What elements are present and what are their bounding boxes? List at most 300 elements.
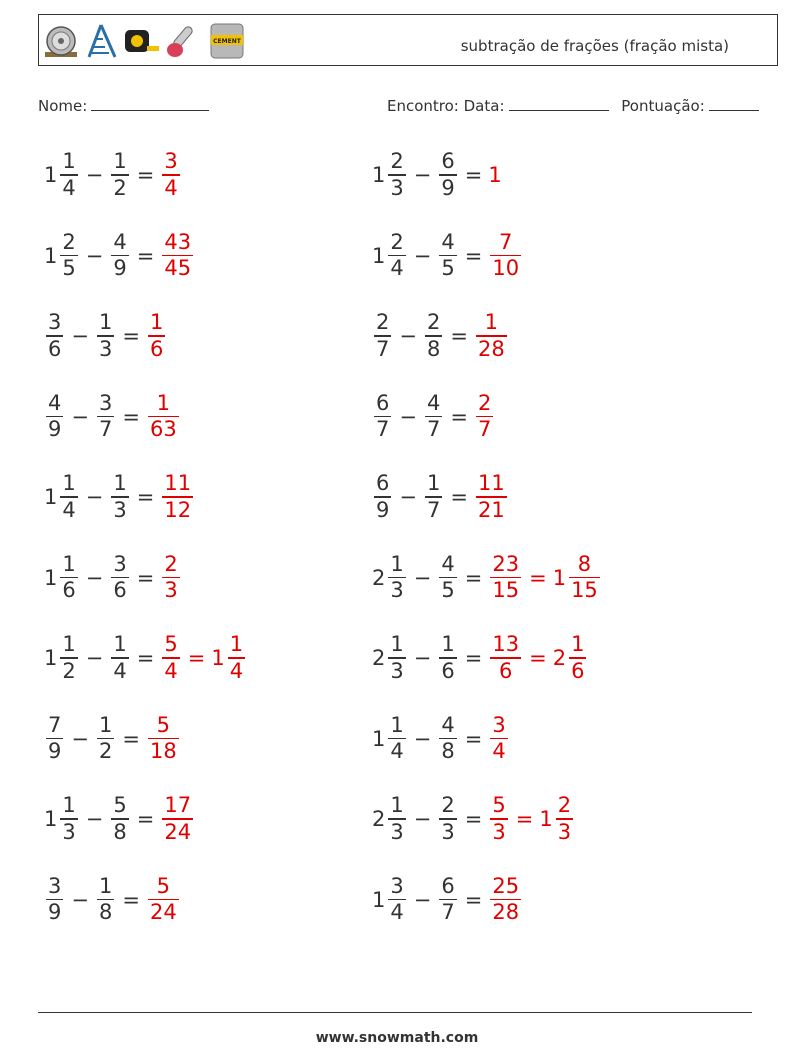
name-blank[interactable] [91,96,209,111]
fraction [111,151,128,199]
equals-sign: = [529,565,547,590]
numerator: 2 [62,229,76,254]
denominator: 7 [376,417,390,442]
problem-item [44,467,195,527]
whole-number: 1 [44,807,58,831]
fraction [388,151,405,199]
fraction [162,795,193,843]
problem-item [44,387,181,447]
answer [474,390,495,442]
denominator: 8 [426,336,441,361]
whole-number: 1 [372,163,386,187]
answer [488,712,509,764]
denominator: 3 [62,819,76,844]
tape-measure-icon [123,26,161,56]
denominator: 9 [113,256,127,281]
minus-sign: − [413,565,432,590]
minus-sign: − [71,726,89,751]
equals-sign: = [136,565,155,590]
fraction [148,312,165,360]
whole-number: 1 [539,807,553,831]
answer [160,151,181,199]
score-label: Pontuação: [621,97,705,115]
fraction [162,473,193,521]
whole-number: 1 [44,163,58,187]
whole-number: 1 [372,887,386,912]
fraction [46,873,63,925]
fraction [439,151,456,199]
fraction [374,390,391,442]
numerator: 1 [113,471,127,496]
whole-number: 1 [211,646,225,670]
numerator: 1 [390,551,404,576]
fraction [388,873,405,925]
numerator: 4 [441,712,455,737]
fraction [439,873,456,925]
equals-sign: = [464,163,483,187]
problem-item [372,387,495,447]
numerator: 11 [164,471,192,496]
numerator: 1 [149,310,164,335]
equals-sign: = [136,485,155,509]
answer [488,163,502,187]
denominator: 6 [113,578,127,603]
numerator: 1 [98,873,113,898]
denominator: 9 [441,175,455,200]
denominator: 12 [164,497,192,522]
fraction [97,873,114,925]
denominator: 6 [48,336,62,361]
fraction [46,712,63,764]
answer [160,473,195,521]
denominator: 3 [113,497,127,522]
numerator: 5 [164,632,178,657]
denominator: 3 [441,819,455,844]
fraction [111,229,128,281]
numerator: 6 [376,390,390,415]
fraction [228,634,245,682]
answer [488,634,523,682]
denominator: 8 [441,739,455,764]
equals-sign: = [450,324,468,348]
numerator: 1 [571,632,585,657]
footer-url: www.snowmath.com [315,1030,479,1046]
numerator: 6 [441,149,455,174]
numerator: 8 [577,551,592,576]
fraction [476,312,507,360]
fraction [388,551,405,603]
answer [211,634,247,682]
fraction [148,390,179,442]
numerator: 1 [62,793,76,818]
fraction [111,634,128,682]
minus-sign: − [85,807,104,831]
minus-sign: − [413,887,432,912]
denominator: 9 [48,417,62,442]
fraction [60,634,77,682]
ladder-icon [83,23,119,59]
denominator: 4 [390,256,404,281]
cement-label: CEMENT [213,38,241,45]
fraction [425,390,442,442]
minus-sign: − [413,726,432,751]
fraction [388,795,405,843]
equals-sign: = [515,807,534,831]
problem-item [372,467,509,527]
minus-sign: − [399,485,417,509]
fraction [490,712,507,764]
numerator: 3 [48,873,62,898]
problem-item [372,548,602,608]
numerator: 3 [164,149,178,174]
meeting-label: Encontro: Data: [387,97,505,115]
answer [488,873,523,925]
whole-number: 2 [372,646,386,670]
numerator: 5 [492,793,506,818]
denominator: 7 [477,417,492,442]
problem-item [372,709,510,769]
fraction [439,229,456,281]
date-blank[interactable] [509,96,609,111]
problem-item [44,226,195,286]
fraction [439,551,456,603]
denominator: 6 [499,658,513,683]
numerator: 11 [477,471,505,496]
numerator: 2 [390,229,404,254]
numerator: 43 [164,229,192,254]
problem-item [44,548,182,608]
problem-item [372,226,523,286]
denominator: 8 [98,900,113,925]
answer [474,312,509,360]
problem-item [44,306,167,366]
numerator: 1 [484,310,499,335]
whole-number: 1 [488,163,502,187]
equals-sign: = [136,646,155,670]
denominator: 7 [426,417,441,442]
denominator: 5 [62,256,76,281]
numerator: 5 [156,712,171,737]
numerator: 3 [98,390,113,415]
numerator: 3 [113,551,127,576]
denominator: 9 [48,739,62,764]
score-blank[interactable] [709,96,759,111]
whole-number: 2 [372,565,386,590]
equals-sign: = [464,646,483,670]
minus-sign: − [85,485,104,509]
fraction [425,312,442,360]
denominator: 10 [492,256,520,281]
numerator: 1 [62,632,76,657]
fraction [556,795,573,843]
problem-item [44,145,182,205]
answer [488,229,523,281]
denominator: 2 [113,175,127,200]
fraction [111,551,128,603]
equals-sign: = [187,646,206,670]
equals-sign: = [464,726,483,751]
fraction [97,712,114,764]
answer [488,795,509,843]
numerator: 25 [492,873,520,898]
numerator: 1 [98,712,113,737]
fraction [476,473,507,521]
numerator: 1 [113,632,127,657]
meeting-score-fields [387,96,759,115]
denominator: 4 [390,739,404,764]
denominator: 2 [62,658,76,683]
minus-sign: − [85,163,104,187]
numerator: 1 [156,390,171,415]
problem-item [44,628,247,688]
minus-sign: − [85,243,104,268]
denominator: 45 [164,256,192,281]
fraction [162,551,179,603]
fraction [388,229,405,281]
worksheet-title: subtração de frações (fração mista) [460,37,729,55]
fraction [439,712,456,764]
equals-sign: = [122,404,140,429]
minus-sign: − [85,646,104,670]
whole-number: 1 [44,485,58,509]
numerator: 4 [441,551,455,576]
minus-sign: − [413,243,432,268]
denominator: 21 [477,497,505,522]
fraction [111,473,128,521]
answer [146,390,181,442]
denominator: 3 [557,819,572,844]
denominator: 3 [390,658,404,683]
answer [146,712,181,764]
fraction [490,551,521,603]
minus-sign: − [85,565,104,590]
whole-number: 1 [44,646,58,670]
denominator: 4 [62,175,76,200]
denominator: 5 [441,578,455,603]
denominator: 3 [390,175,404,200]
denominator: 3 [164,578,178,603]
saw-blade-icon [43,24,79,58]
numerator: 5 [156,873,171,898]
answer [160,634,181,682]
fraction [162,151,179,199]
fraction [490,229,521,281]
worksheet-header [38,14,778,66]
denominator: 7 [426,497,441,522]
numerator: 3 [48,310,62,335]
fraction [569,551,600,603]
answer [146,312,167,360]
minus-sign: − [71,324,89,348]
numerator: 2 [164,551,178,576]
denominator: 4 [62,497,76,522]
answer [488,551,523,603]
answer [160,229,195,281]
denominator: 4 [492,739,506,764]
denominator: 4 [113,658,127,683]
fraction [162,229,193,281]
problem-item [44,709,181,769]
denominator: 9 [376,497,390,522]
numerator: 1 [98,310,113,335]
denominator: 6 [62,578,76,603]
denominator: 2 [98,739,113,764]
numerator: 1 [113,149,127,174]
numerator: 3 [492,712,506,737]
fraction [374,312,391,360]
numerator: 3 [390,873,404,898]
problem-item [44,870,181,930]
answer [146,873,181,925]
numerator: 1 [426,471,441,496]
denominator: 4 [164,658,178,683]
fraction [60,473,77,521]
equals-sign: = [464,807,483,831]
whole-number: 1 [372,243,386,268]
numerator: 2 [477,390,492,415]
fraction [388,712,405,764]
minus-sign: − [71,887,89,912]
equals-sign: = [122,324,140,348]
fraction [388,634,405,682]
whole-number: 1 [44,565,58,590]
numerator: 13 [492,632,520,657]
equals-sign: = [464,243,483,268]
equals-sign: = [450,485,468,509]
fraction [569,634,586,682]
fraction [60,151,77,199]
fraction [439,795,456,843]
denominator: 9 [48,900,62,925]
problem-item [44,789,195,849]
numerator: 1 [390,793,404,818]
answer [160,795,195,843]
equals-sign: = [122,726,140,751]
numerator: 1 [441,632,455,657]
cement-bag-icon [207,21,247,61]
denominator: 7 [376,336,390,361]
fraction [490,873,521,925]
denominator: 8 [113,819,127,844]
fraction [60,795,77,843]
problem-item [372,628,588,688]
equals-sign: = [464,565,483,590]
denominator: 15 [571,578,598,603]
numerator: 7 [48,712,62,737]
equals-sign: = [122,887,140,912]
fraction [162,634,179,682]
fraction [46,312,63,360]
numerator: 2 [441,793,455,818]
numerator: 17 [164,793,192,818]
equals-sign: = [464,887,483,912]
denominator: 28 [492,900,520,925]
equals-sign: = [136,243,155,268]
denominator: 7 [98,417,113,442]
minus-sign: − [413,807,432,831]
denominator: 18 [149,739,177,764]
numerator: 4 [113,229,127,254]
chainsaw-icon [165,23,203,59]
fraction [111,795,128,843]
header-icons [43,21,247,61]
answer [552,551,602,603]
answer [474,473,509,521]
denominator: 28 [477,336,505,361]
fraction [425,473,442,521]
fraction [374,473,391,521]
numerator: 2 [390,149,404,174]
problem-item [372,870,523,930]
denominator: 63 [149,417,177,442]
problem-item [372,789,575,849]
denominator: 15 [492,578,520,603]
denominator: 3 [390,578,404,603]
numerator: 1 [390,712,404,737]
denominator: 6 [149,336,164,361]
denominator: 5 [441,256,455,281]
denominator: 4 [390,900,404,925]
fraction [97,312,114,360]
whole-number: 1 [44,243,58,268]
fraction [148,712,179,764]
denominator: 4 [229,658,244,683]
problem-item [372,306,509,366]
denominator: 4 [164,175,178,200]
numerator: 23 [492,551,520,576]
fraction [148,873,179,925]
numerator: 1 [62,149,76,174]
minus-sign: − [399,404,417,429]
fraction [46,390,63,442]
equals-sign: = [529,646,547,670]
whole-number: 2 [372,807,386,831]
denominator: 24 [149,900,177,925]
fraction [60,229,77,281]
numerator: 4 [441,229,455,254]
minus-sign: − [399,324,417,348]
fraction [60,551,77,603]
numerator: 1 [229,632,244,657]
numerator: 1 [390,632,404,657]
fraction [490,634,521,682]
fraction [97,390,114,442]
numerator: 6 [441,873,455,898]
numerator: 5 [113,793,127,818]
whole-number: 2 [552,646,567,670]
fraction [476,390,493,442]
problem-item [372,145,503,205]
denominator: 3 [492,819,506,844]
answer [553,634,589,682]
minus-sign: − [413,163,432,187]
numerator: 7 [499,229,513,254]
denominator: 24 [164,819,192,844]
numerator: 2 [557,793,572,818]
numerator: 2 [426,310,441,335]
numerator: 6 [376,471,390,496]
denominator: 7 [441,900,455,925]
equals-sign: = [450,404,468,429]
denominator: 6 [441,658,455,683]
numerator: 4 [426,390,441,415]
numerator: 1 [62,551,76,576]
whole-number: 1 [552,565,567,590]
minus-sign: − [413,646,432,670]
numerator: 2 [376,310,390,335]
answer [539,795,575,843]
fraction [439,634,456,682]
